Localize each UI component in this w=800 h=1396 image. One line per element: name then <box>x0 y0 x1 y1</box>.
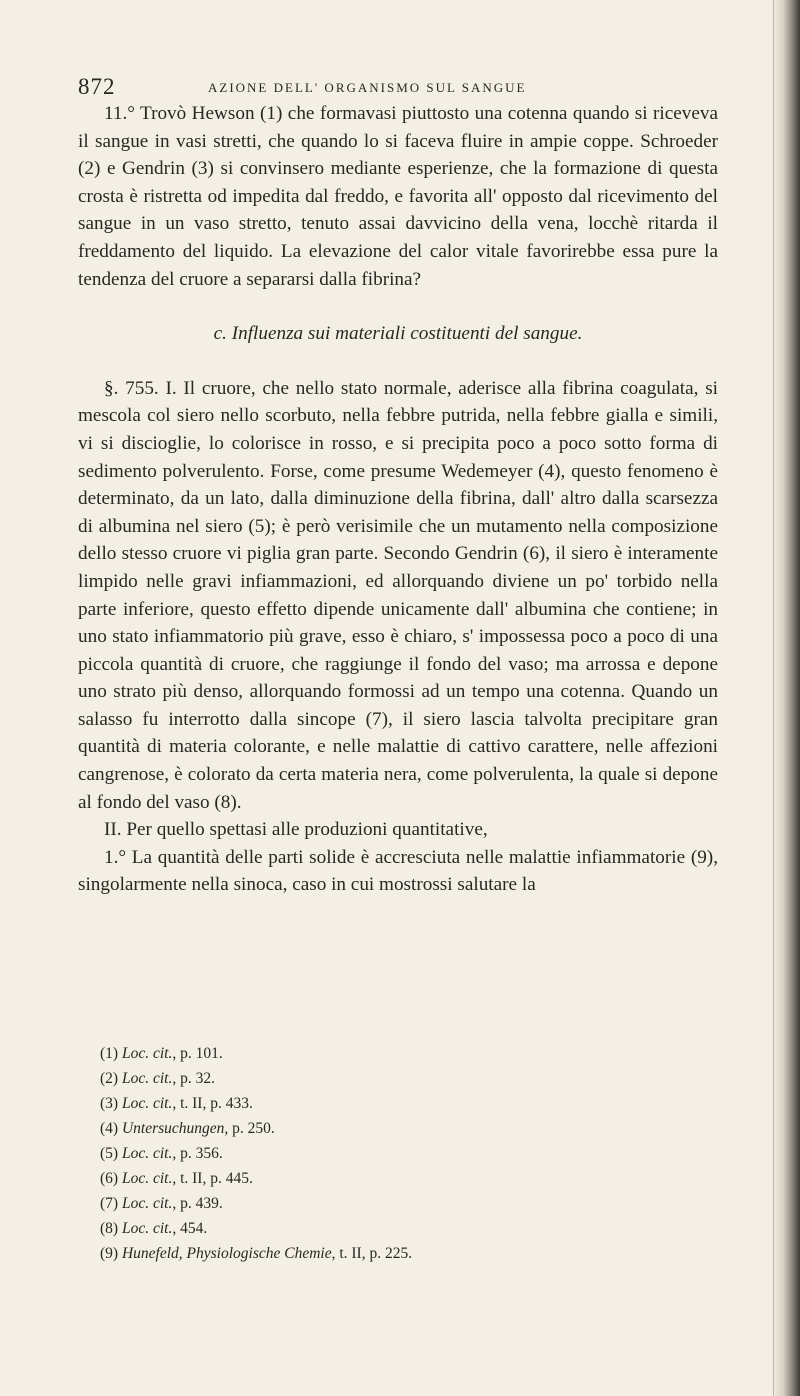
footnotes <box>100 1041 700 1266</box>
footnote-detail: , p. 356. <box>172 1145 223 1162</box>
footnote-reference: Loc. cit. <box>121 1170 173 1187</box>
section-heading <box>78 320 718 348</box>
footnote <box>100 1141 700 1166</box>
footnote <box>100 1091 700 1116</box>
footnote-reference: Loc. cit. <box>121 1070 173 1087</box>
footnote-detail: , t. II, p. 433. <box>172 1095 253 1112</box>
footnote-detail: , t. II, p. 445. <box>172 1170 253 1187</box>
footnote-detail: , 454. <box>172 1220 208 1237</box>
paragraph-755: §. 755. I. Il cruore, che nello stato normale, aderisce alla fibrina coagulata, si mescola col siero nello scorbuto, nella febbre putrida, nella febbre gialla e simili, vi si discioglie, lo colorisce in rosso, e si precipita poco a poco sotto forma di sedimento polverulento. Forse, come presume Wedemeyer (4), questo fenomeno è determinato, da un lato, dalla diminuzione della fibrina, dall' altro dalla scarsezza di albumina nel siero (5); è però verisimile che un mutamento nella composizione dello stesso cruore vi piglia gran parte. Secondo Gendrin (6), il siero è interamente limpido nelle gravi infiammazioni, ed allorquando diviene un po' torbido nella parte inferiore, questo effetto dipende unicamente dall' albumina che contiene; in uno stato infiammatorio più grave, esso è chiaro, s' impossessa poco a poco di una piccola quantità di cruore, che raggiunge il fondo del vaso; ma arrossa e depone uno strato più denso, allorquando formossi ad un tempo una cotenna. Quando un salasso fu interrotto dalla sincope (7), il siero lascia talvolta precipitare gran quantità di materia colorante, e nelle malattie di cattivo carattere, nelle affezioni cangrenose, è colorato da certa materia nera, come polverulenta, la quale si depone al fondo del vaso (8). <box>78 377 718 813</box>
footnote-number: (2) <box>100 1070 119 1087</box>
footnote <box>100 1216 700 1241</box>
footnote-detail: , p. 439. <box>172 1195 223 1212</box>
page-edge-shadow <box>772 0 800 1396</box>
footnote-reference: Loc. cit. <box>121 1045 173 1062</box>
paragraph-ii: II. Per quello spettasi alle produzioni quantitative, <box>104 819 488 841</box>
footnote-reference: Loc. cit. <box>121 1095 173 1112</box>
footnote-number: (5) <box>100 1145 119 1162</box>
footnote-detail: , p. 101. <box>172 1045 223 1062</box>
footnote-detail: , p. 250. <box>224 1120 275 1137</box>
footnote-number: (3) <box>100 1095 119 1112</box>
footnote-number: (9) <box>100 1245 119 1262</box>
footnote <box>100 1241 700 1266</box>
footnote <box>100 1191 700 1216</box>
footnote-number: (8) <box>100 1220 119 1237</box>
footnote-number: (4) <box>100 1120 119 1137</box>
footnote-detail: , p. 32. <box>172 1070 215 1087</box>
footnote-number: (1) <box>100 1045 119 1062</box>
footnote-reference: Loc. cit. <box>121 1145 173 1162</box>
footnote-reference: Untersuchungen <box>121 1120 225 1137</box>
footnote-detail: , t. II, p. 225. <box>331 1245 413 1262</box>
footnote <box>100 1066 700 1091</box>
footnote-number: (6) <box>100 1170 119 1187</box>
footnote-reference: Loc. cit. <box>121 1220 173 1237</box>
page-number: 872 <box>78 74 116 99</box>
footnote-reference: Loc. cit. <box>121 1195 173 1212</box>
footnote <box>100 1041 700 1066</box>
footnote-reference: Hunefeld, Physiologische Chemie <box>121 1245 332 1262</box>
paragraph-11: 11.° Trovò Hewson (1) che formavasi piuttosto una cotenna quando si riceveva il sangue in vasi stretti, che quando lo si faceva fluire in ampie coppe. Schroeder (2) e Gendrin (3) si convinsero mediante esperienze, che la formazione di questa crosta è ristretta od impedita dal freddo, e favorita all' opposto dal ricevimento del sangue in un vaso stretto, tenuto assai davvicino della vena, locchè ritarda il freddamento del liquido. La elevazione del calor vitale favorirebbe essa pure la tendenza del cruore a separarsi dalla fibrina? <box>78 103 718 290</box>
body-text <box>78 100 718 899</box>
footnote <box>100 1116 700 1141</box>
footnote-number: (7) <box>100 1195 119 1212</box>
footnote <box>100 1166 700 1191</box>
running-head: AZIONE DELL' ORGANISMO SUL SANGUE <box>208 80 527 95</box>
section-heading-text: c. Influenza sui materiali costituenti del sangue. <box>213 323 583 345</box>
paragraph-1: 1.° La quantità delle parti solide è accresciuta nelle malattie infiammatorie (9), singolarmente nella sinoca, caso in cui mostrossi salutare la <box>78 846 718 896</box>
